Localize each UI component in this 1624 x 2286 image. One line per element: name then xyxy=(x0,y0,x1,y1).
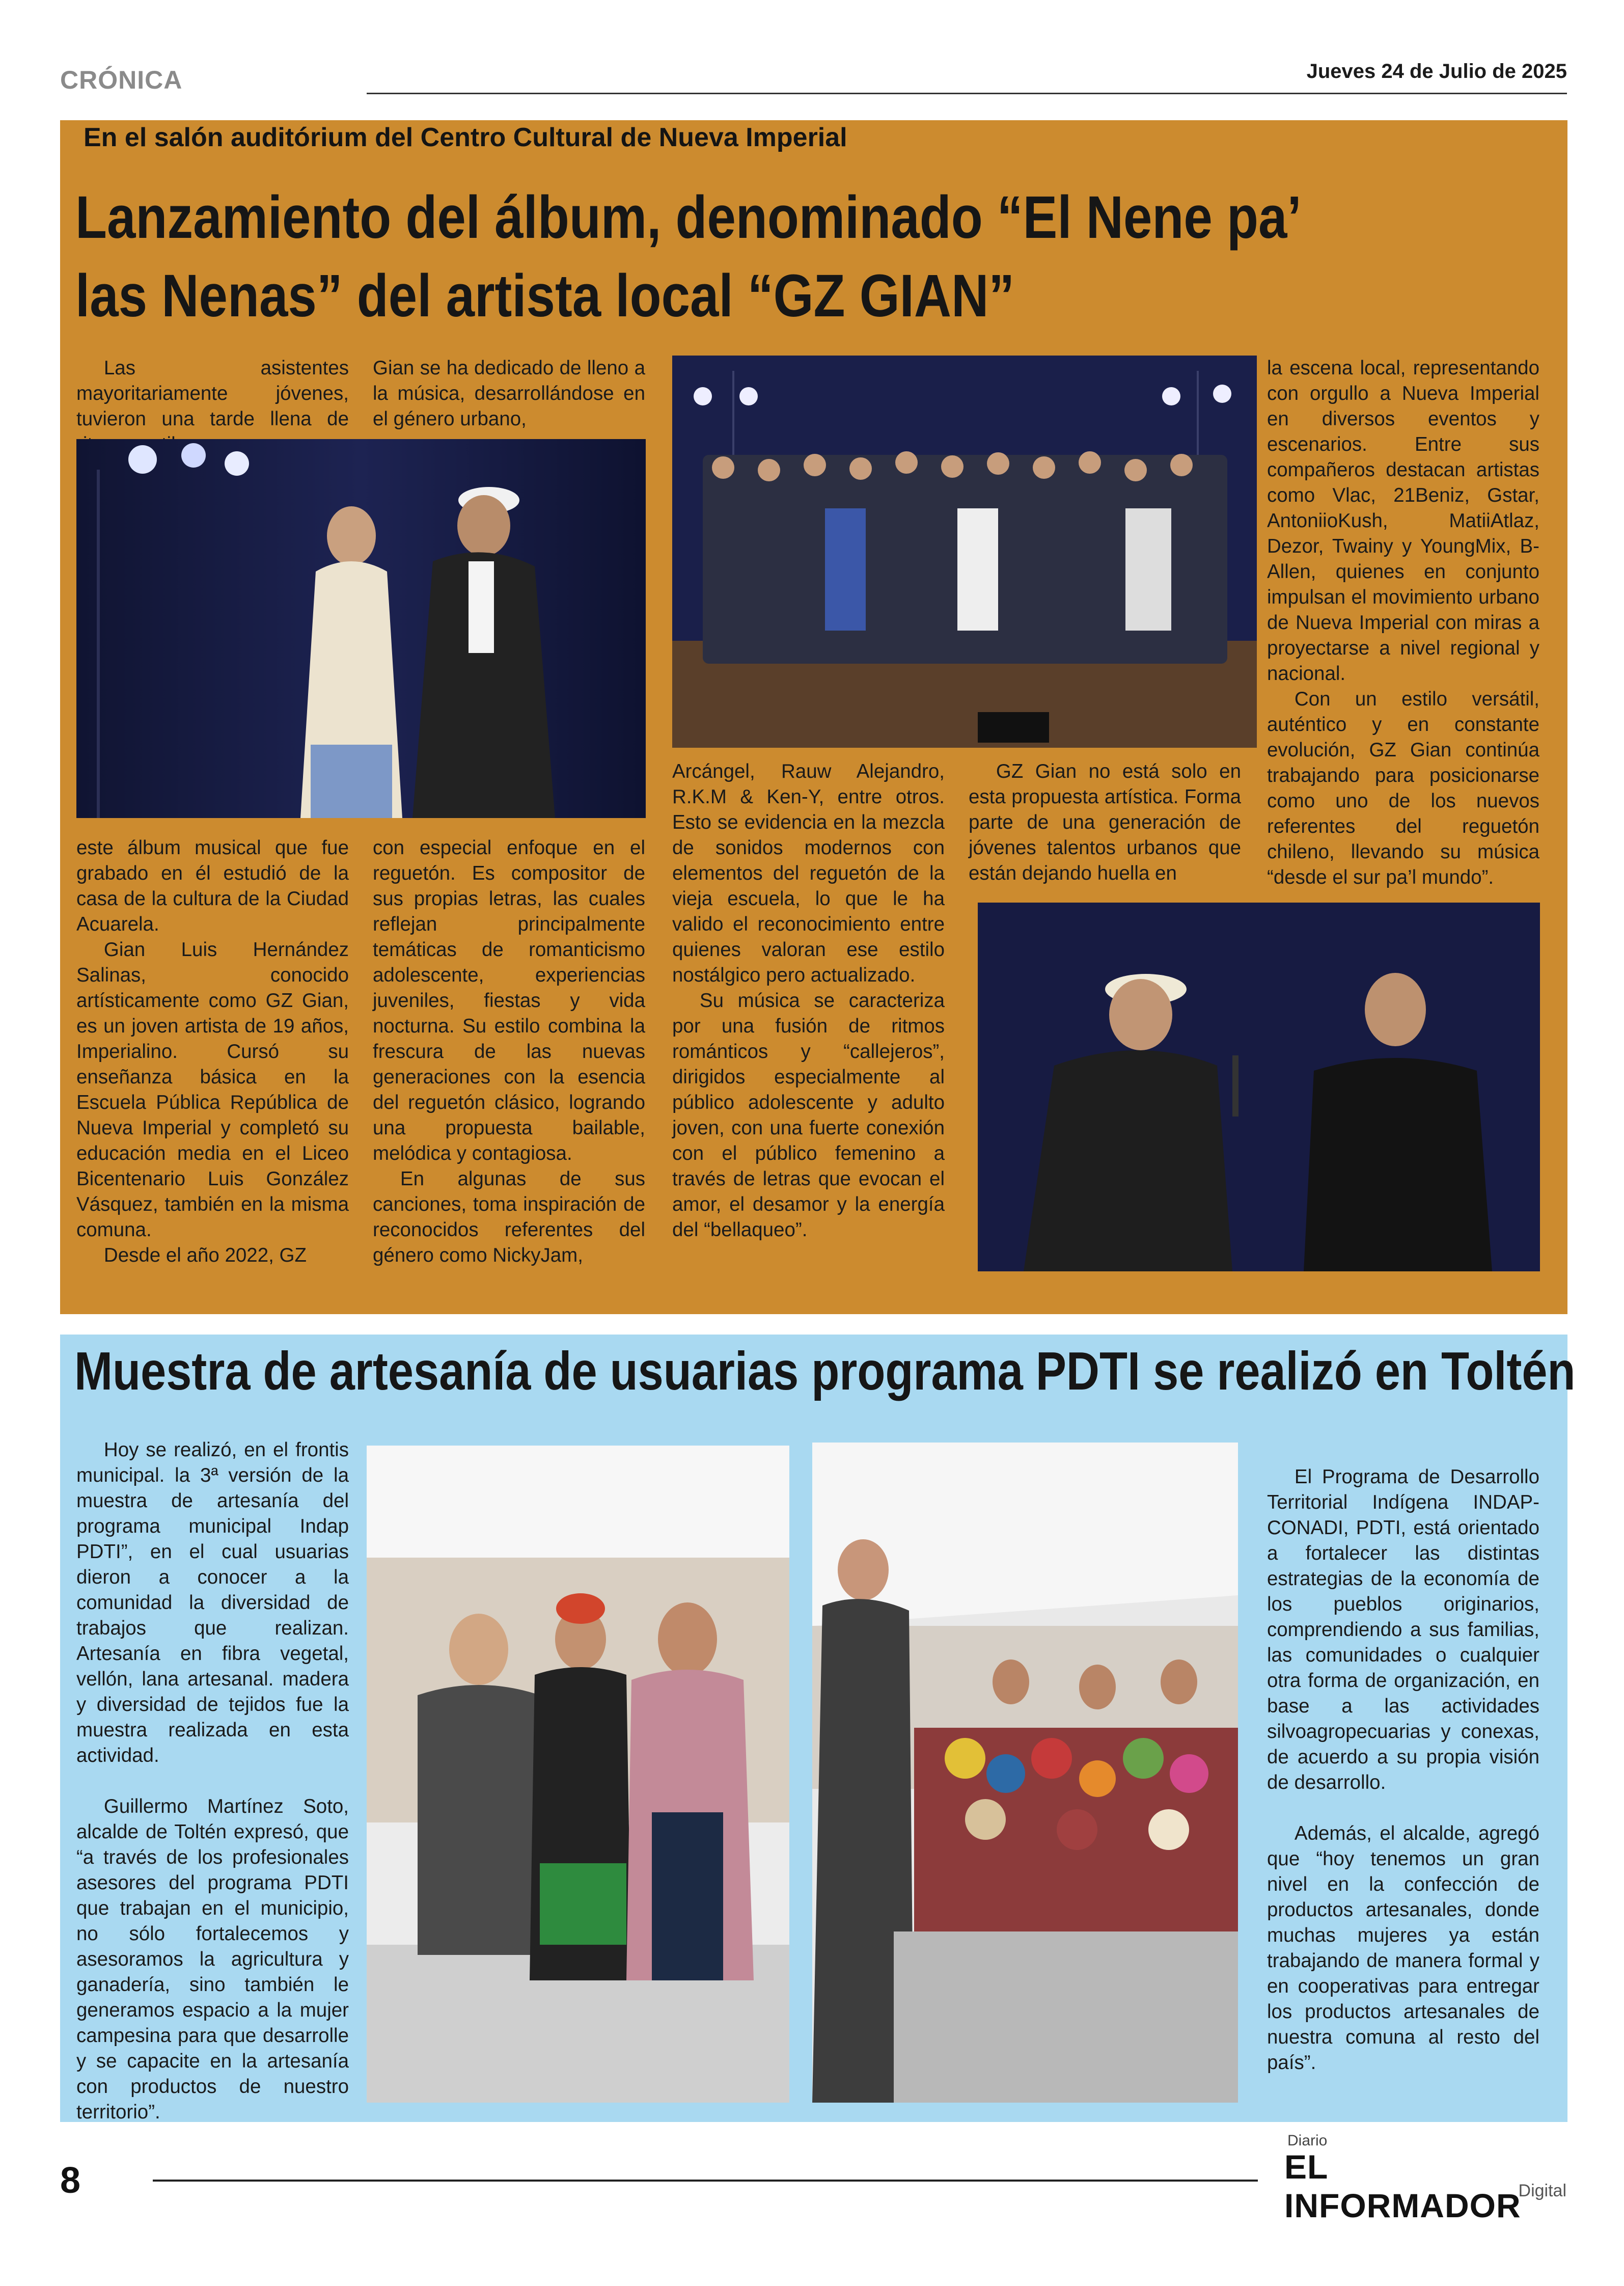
photo-duo-performance xyxy=(978,903,1540,1271)
article-1-col3: Arcángel, Rauw Alejandro, R.K.M & Ken-Y, entre otros. Esto se evidencia en la mezcla de sonidos modernos con elementos del reguetón de la vieja escuela, lo que le ha valido el reconocimiento entre quienes valoran ese estilo nostálgico pero actualizado. Su música se caracteriza por una fusión de ritmos románticos y “callejeros”, dirigidos especialmente al público adolescente y adulto joven, con una fuerte conexión con el público femenino a través de letras que evocan el amor, el desamor y la energía del “bellaqueo”. xyxy=(672,760,945,1241)
photo-crafts-exhibition xyxy=(812,1443,1238,2103)
footer-rule xyxy=(153,2180,1258,2182)
page-number: 8 xyxy=(60,2160,81,2201)
article-1-headline: Lanzamiento del álbum, denominado “El Nene pa’ las Nenas” del artista local “GZ GIAN” xyxy=(75,184,1299,330)
logo-digital-text: Digital xyxy=(1518,2181,1566,2200)
article-2-headline: Muestra de artesanía de usuarias programa PDTI se realizó en Toltén xyxy=(74,1341,1576,1401)
article-1-col1-intro: Las asistentes mayoritariamente jóvenes, tuvieron una tarde llena de xyxy=(76,357,349,430)
photo-group-artists xyxy=(672,356,1257,748)
photo-gz-gian-performance xyxy=(76,439,646,818)
article-2-left-col: Hoy se realizó, en el frontis municipal. la 3ª versión de la muestra de artesanía del programa municipal Indap PDTI”, en el cual usuarias dieron a conocer a la comunidad la diversidad de trabajos que realizan. Artesanía en fibra vegetal, vellón, lana artesanal. madera y diversidad de tejidos fue la muestra realizada en esta actividad. Guillermo Martínez Soto, alcalde de Toltén expresó, que “a través de los profesionales asesores del programa PDTI que trabajan en el municipio, no sólo fortalecemos y asesoramos la agricultura y ganadería, sino también le generamos espacio a la mujer campesina para que desarrolle y se capacite en la artesanía con productos de nuestro territorio”. xyxy=(76,1439,349,2123)
article-1-col1: este álbum musical que fue grabado en él estudió de la casa de la cultura de la Ciudad Acuarela. Gian Luis Hernández Salinas, conocido artísticamente como GZ Gian, es un joven artista de 19 años, Imperialino. Cursó su enseñanza básica en la Escuela Pública República de Nueva Imperial y completó su educación media en el Liceo Bicentenario Luis González Vásquez, también en la misma comuna. Desde el año 2022, GZ xyxy=(76,837,349,1266)
logo-main-text: EL INFORMADOR xyxy=(1284,2148,1521,2224)
article-1-col5: la escena local, representando con orgullo a Nueva Imperial en diversos eventos y escenarios. Entre sus compañeros destacan artistas como Vlac, 21Beniz, Gstar, AntoniioKush, MatiiAtlaz, Dezor, Twainy y YoungMix, B-Allen, quienes en conjunto impulsan el movimiento urbano de Nueva Imperial con miras a proyectarse a nivel regional y nacional. Con un estilo versátil, auténtico y en constante evolución, GZ Gian continúa trabajando para posicionarse como uno de los nuevos referentes del reguetón chileno, llevando su música “desde el sur pa’l mundo”. xyxy=(1267,357,1539,888)
photo-officials-artisan xyxy=(367,1446,789,2103)
article-1-col2: con especial enfoque en el reguetón. Es compositor de sus propias letras, las cuales reflejan principalmente temáticas de romanticismo adolescente, experiencias juveniles, fiestas y vida nocturna. Su estilo combina la frescura de las nuevas generaciones con la esencia del reguetón clásico, logrando una propuesta bailable, melódica y contagiosa. En algunas de sus canciones, toma inspiración de reconocidos referentes del género como NickyJam, xyxy=(373,837,645,1266)
section-label: CRÓNICA xyxy=(60,66,183,94)
logo-diario-text: Diario xyxy=(1287,2132,1328,2149)
article-2-right-col: El Programa de Desarrollo Territorial Indígena INDAP-CONADI, PDTI, está orientado a fortalecer las distintas estrategias de la economía de los pueblos originarios, comprendiendo a sus familias, las comunidades o cualquier otra forma de organización, en base a las actividades silvoagropecuarias y conexas, de acuerdo a su propia visión de desarrollo. Además, el alcalde, agregó que “hoy tenemos un gran nivel en la confección de productos artesanales, donde muchas mujeres ya están trabajando de manera formal y en cooperativas para entregar los productos artesanales de nuestra comuna al resto del país”. xyxy=(1267,1466,1539,2074)
publication-logo xyxy=(1284,2132,1570,2224)
header-rule xyxy=(367,93,1567,94)
article-1-col2-intro: Gian se ha dedicado de lleno a la música, desarrollándose en el género urbano, xyxy=(373,357,645,430)
article-1-kicker: En el salón auditórium del Centro Cultural de Nueva Imperial xyxy=(84,123,847,152)
article-1-col4: GZ Gian no está solo en esta propuesta artística. Forma parte de una generación de jóvenes talentos urbanos que están dejando huella en xyxy=(969,760,1241,884)
issue-date: Jueves 24 de Julio de 2025 xyxy=(1306,60,1567,83)
